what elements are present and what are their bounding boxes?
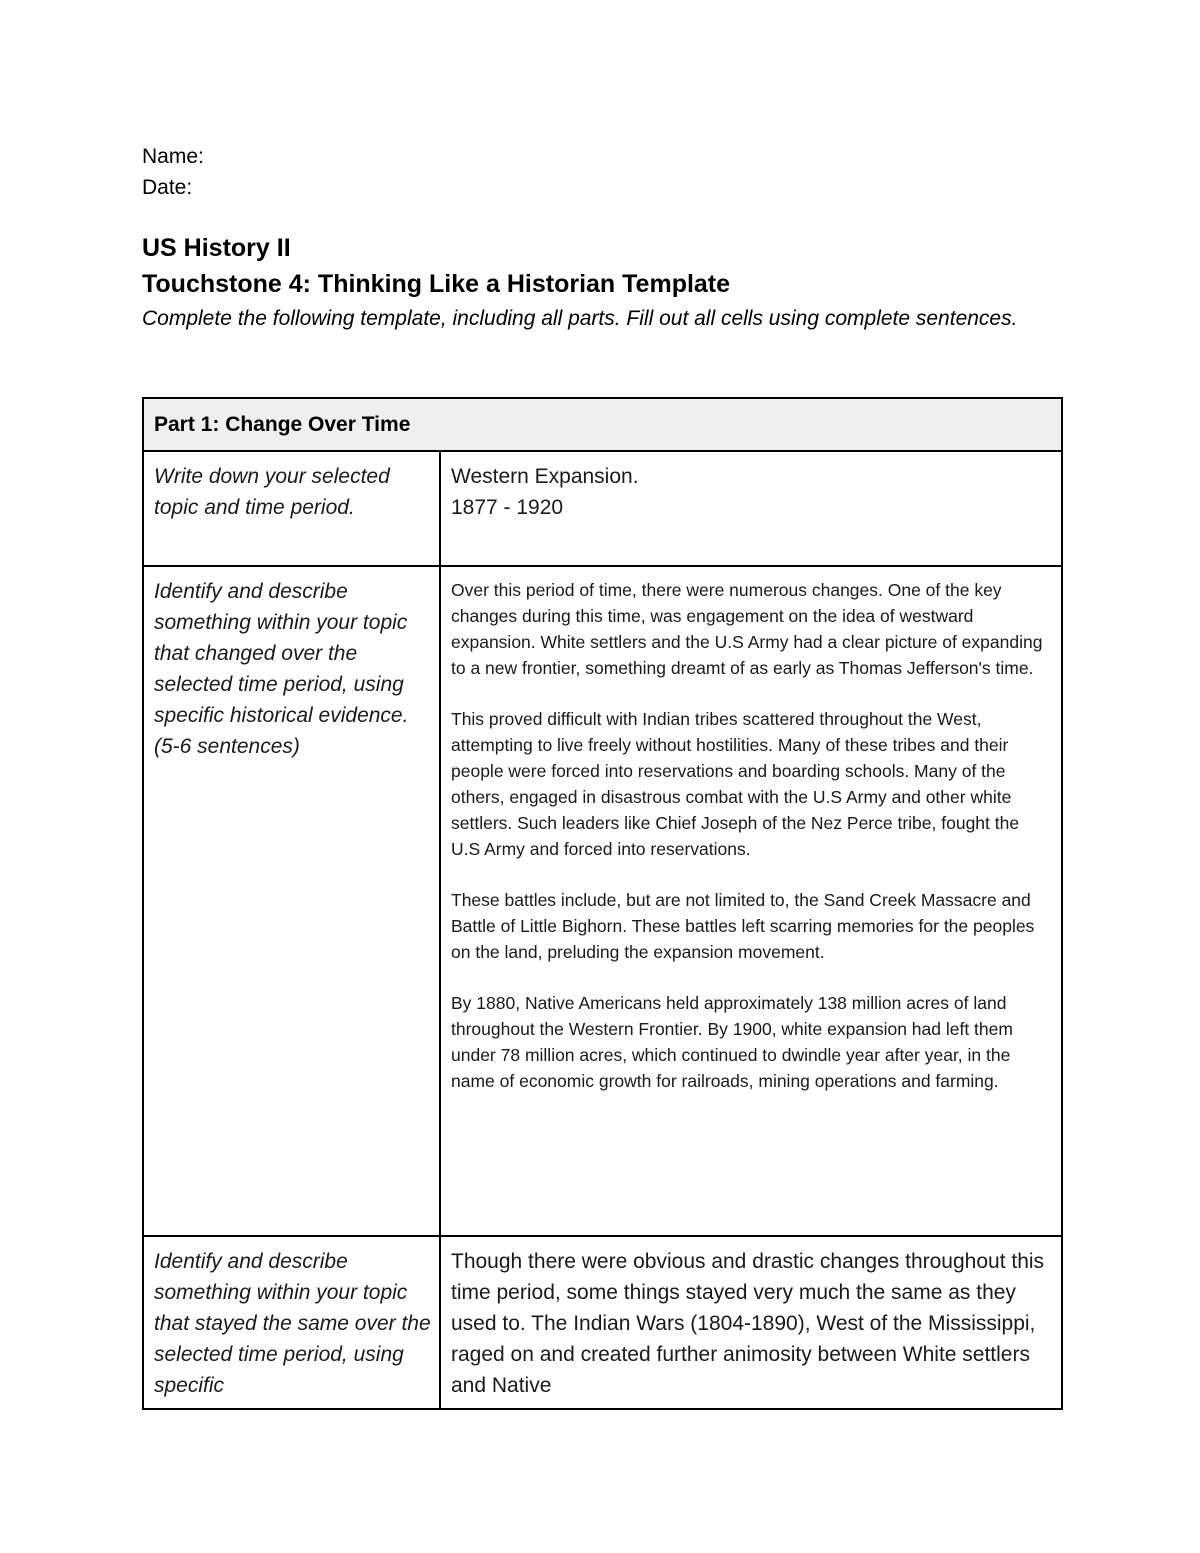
period-line: 1877 - 1920 [451, 496, 564, 519]
prompt-cell [143, 566, 440, 1236]
prompt-text: Identify and describe something within your topic that changed over the selected time period, using specific historical evidence. (5-6 sentences) [154, 580, 409, 758]
document-title: Touchstone 4: Thinking Like a Historian Template [142, 270, 731, 298]
table-row [143, 451, 1062, 566]
answer-cell[interactable] [440, 451, 1062, 566]
template-table [142, 397, 1063, 1410]
answer-paragraph: This proved difficult with Indian tribes scattered throughout the West, attempting to live freely without hostilities. Many of these tribes and their people were forced into reservations and boarding schools. Many of the others, engaged in disastrous combat with the U.S Army and other white settlers. Such leaders like Chief Joseph of the Nez Perce tribe, fought the U.S Army and forced into reservations. [451, 709, 1020, 859]
prompt-text: Write down your selected topic and time period. [154, 465, 390, 519]
prompt-cell [143, 1236, 440, 1409]
topic-line: Western Expansion. [451, 465, 639, 488]
instructions-text: Complete the following template, including all parts. Fill out all cells using complete sentences. [142, 307, 1018, 330]
answer-cell[interactable] [440, 566, 1062, 1236]
part-heading: Part 1: Change Over Time [154, 413, 411, 436]
answer-cell[interactable] [440, 1236, 1062, 1409]
answer-paragraph: Over this period of time, there were numerous changes. One of the key changes during this time, was engagement on the idea of westward expansion. White settlers and the U.S Army had a clear picture of expanding to a new frontier, something dreamt of as early as Thomas Jefferson's time. [451, 580, 1043, 678]
prompt-text: Identify and describe something within your topic that stayed the same over the selected time period, using specific [154, 1250, 431, 1397]
answer-paragraph: By 1880, Native Americans held approximately 138 million acres of land throughout the Western Frontier. By 1900, white expansion had left them under 78 million acres, which continued to dwindle year after year, in the name of economic growth for railroads, mining operations and farming. [451, 993, 1013, 1091]
date-label: Date: [142, 176, 193, 199]
table-row [143, 566, 1062, 1236]
answer-paragraph: These battles include, but are not limited to, the Sand Creek Massacre and Battle of Little Bighorn. These battles left scarring memories for the peoples on the land, preluding the expansion movement. [451, 890, 1035, 962]
part-heading-cell [143, 398, 1062, 451]
answer-text [441, 452, 1061, 523]
answer-text [441, 567, 1061, 1094]
course-title: US History II [142, 234, 291, 262]
answer-text: Though there were obvious and drastic changes throughout this time period, some things stayed very much the same as they used to. The Indian Wars (1804-1890), West of the Mississippi, raged on and created further animosity between White settlers and Native [451, 1250, 1045, 1397]
table-row [143, 1236, 1062, 1409]
prompt-cell [143, 451, 440, 566]
name-label: Name: [142, 145, 204, 168]
table-header-row [143, 398, 1062, 451]
